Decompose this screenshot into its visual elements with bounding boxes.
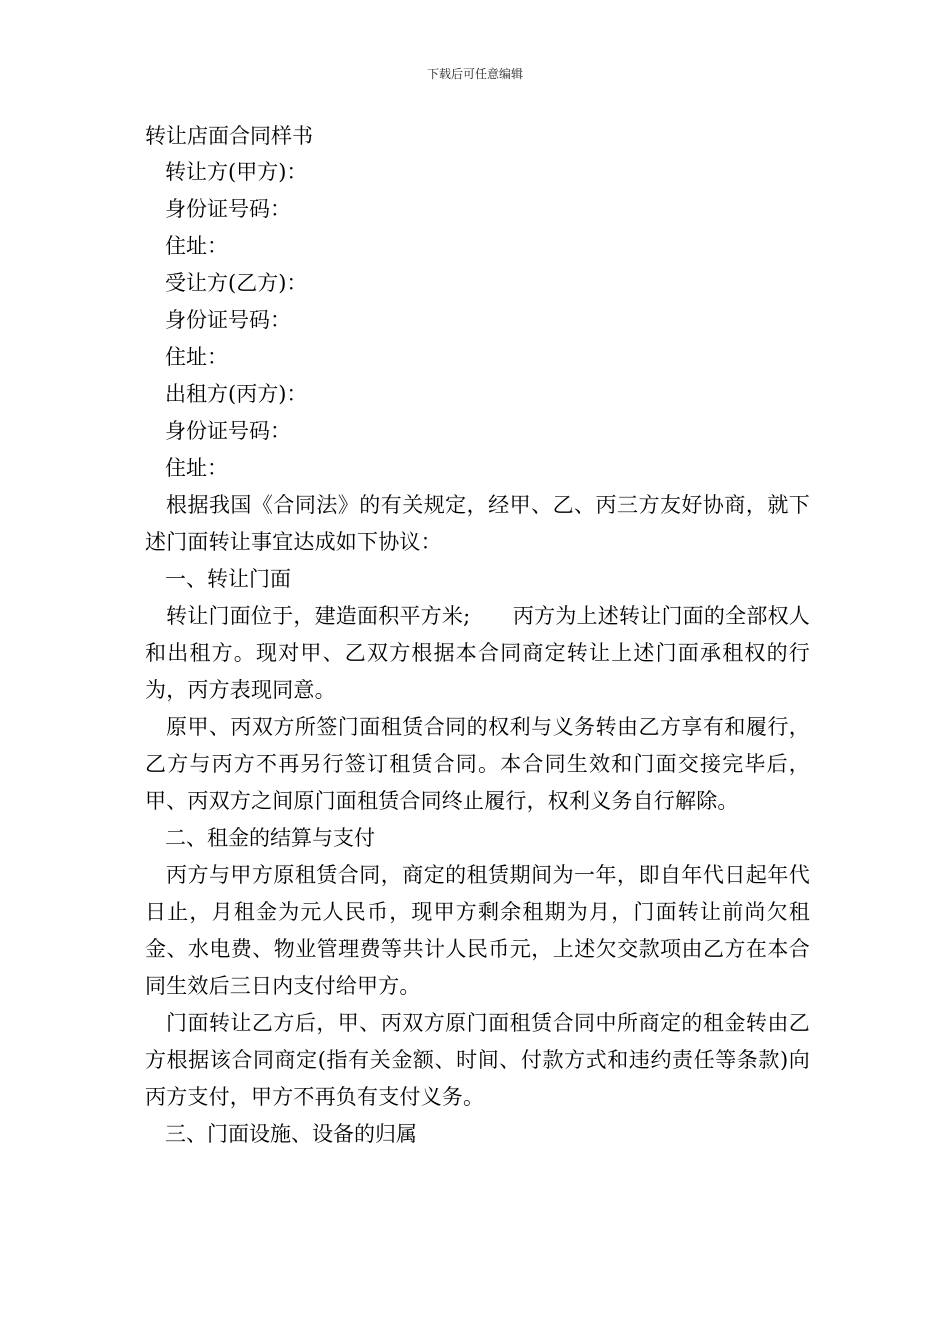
section-paragraph: 转让门面位于，建造面积平方米; 丙方为上述转让门面的全部权人和出租方。现对甲、乙双方根据本合同商定转让上述门面承租权的行为，丙方表现同意。 bbox=[145, 604, 810, 702]
field-transferor: 转让方(甲方)： bbox=[165, 160, 308, 184]
header-note: 下载后可任意编辑 bbox=[426, 67, 523, 81]
document-body bbox=[145, 120, 810, 1153]
section-3 bbox=[145, 1116, 810, 1153]
document-title: 转让店面合同样书 bbox=[145, 124, 313, 148]
section-paragraph: 原甲、丙双方所签门面租赁合同的权利与义务转由乙方享有和履行，乙方与丙方不再另行签订租赁合同。本合同生效和门面交接完毕后，甲、丙双方之间原门面租赁合同终止履行，权利义务自行解除。 bbox=[145, 715, 810, 813]
section-heading: 一、转让门面 bbox=[165, 567, 291, 591]
field-transferee: 受让方(乙方)： bbox=[165, 271, 308, 295]
field-transferee-id: 身份证号码： bbox=[165, 308, 291, 332]
field-lessor-address: 住址： bbox=[165, 456, 228, 480]
section-heading: 二、租金的结算与支付 bbox=[165, 826, 375, 850]
section-paragraph: 门面转让乙方后，甲、丙双方原门面租赁合同中所商定的租金转由乙方根据该合同商定(指有关金额、时间、付款方式和违约责任等条款)向丙方支付，甲方不再负有支付义务。 bbox=[145, 1011, 810, 1109]
field-lessor-id: 身份证号码： bbox=[165, 419, 291, 443]
field-transferee-address: 住址： bbox=[165, 345, 228, 369]
section-1 bbox=[145, 561, 810, 820]
field-transferor-id: 身份证号码： bbox=[165, 197, 291, 221]
intro-paragraph: 根据我国《合同法》的有关规定，经甲、乙、丙三方友好协商，就下述门面转让事宜达成如下协议： bbox=[145, 493, 810, 554]
field-lessor: 出租方(丙方)： bbox=[165, 382, 308, 406]
section-heading: 三、门面设施、设备的归属 bbox=[165, 1122, 417, 1146]
section-2 bbox=[145, 820, 810, 1116]
party-fields bbox=[145, 154, 810, 487]
field-transferor-address: 住址： bbox=[165, 234, 228, 258]
section-paragraph: 丙方与甲方原租赁合同，商定的租赁期间为一年，即自年代日起年代日止，月租金为元人民币，现甲方剩余租期为月，门面转让前尚欠租金、水电费、物业管理费等共计人民币元，上述欠交款项由乙方在本合同生效后三日内支付给甲方。 bbox=[145, 863, 810, 998]
